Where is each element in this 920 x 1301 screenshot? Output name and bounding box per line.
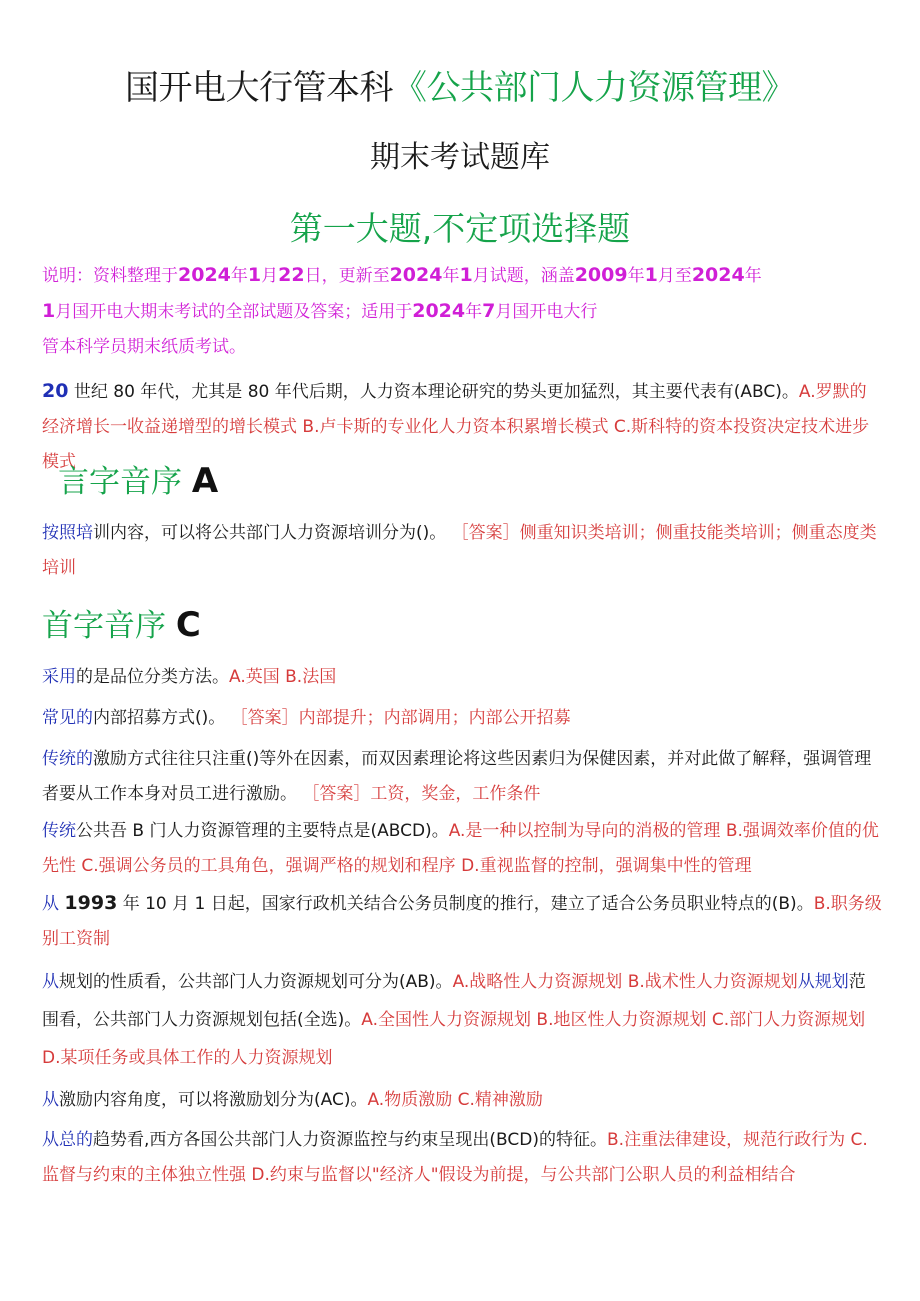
title-course: 《公共部门人力资源管理》 — [393, 68, 795, 108]
description-note: 说明：资料整理于2024年1月22日，更新至2024年1月试题，涵盖2009年1月至2024年 1月国开电大期末考试的全部试题及答案；适用于2024年7月国开电大行 管本科学员期末纸质考试。 — [42, 264, 762, 357]
title-main: 国开电大行管本科 — [125, 68, 393, 108]
answer-text: A.战略性人力资源规划 B.战术性人力资源规划 — [452, 972, 798, 992]
answer-text: A.物质激励 C.精神激励 — [367, 1090, 543, 1110]
answer-text: ［答案］工资，奖金，工作条件 — [302, 784, 541, 804]
section-heading: 第一大题,不定项选择题 — [289, 209, 631, 248]
question-item: 从 1993 年 10 月 1 日起，国家行政机关结合公务员制度的推行，建立了适合公务员职业特点的(B)。B.职务级别工资制 — [42, 892, 882, 949]
answer-text: A.罗默的经济增长一收益递增型的增长模式 B.卢卡斯的专业化人力资本积累增长模式 C.斯科特的资本投资决定技术进步模式 — [42, 382, 870, 472]
question-item: 传统公共吾 B 门人力资源管理的主要特点是(ABCD)。A.是一种以控制为导向的消极的管理 B.强调效率价值的优先性 C.强调公务员的工具角色，强调严格的规划和程序 D.重视监督的控制，强调集中性的管理 — [42, 821, 879, 876]
document-subtitle: 期末考试题库 — [370, 140, 550, 175]
document-title — [0, 62, 920, 114]
question-item: 20 世纪 80 年代，尤其是 80 年代后期，人力资本理论研究的势头更加猛烈，其主要代表有(ABC)。A.罗默的经济增长一收益递增型的增长模式 B.卢卡斯的专业化人力资本积累增长模式 C.斯科特的资本投资决定技术进步模式 — [42, 380, 870, 472]
answer-text: ［答案］侧重知识类培训；侧重技能类培训；侧重态度类培训 — [42, 523, 877, 578]
question-item: 传统的激励方式往往只注重()等外在因素，而双因素理论将这些因素归为保健因素，并对此做了解释，强调管理者要从工作本身对员工进行激励。 ［答案］工资，奖金，工作条件 — [42, 749, 872, 804]
question-item: 从激励内容角度，可以将激励划分为(AC)。A.物质激励 C.精神激励 — [42, 1090, 543, 1110]
question-item: 按照培训内容，可以将公共部门人力资源培训分为()。 ［答案］侧重知识类培训；侧重技能类培训；侧重态度类培训 — [42, 523, 877, 578]
answer-text: A.英国 B.法国 — [229, 667, 337, 687]
question-item: 采用的是品位分类方法。A.英国 B.法国 — [42, 667, 337, 687]
index-heading-a: 言字音序 A — [58, 461, 219, 501]
question-item: 从总的趋势看,西方各国公共部门人力资源监控与约束呈现出(BCD)的特征。B.注重法律建设，规范行政行为 C.监督与约束的主体独立性强 D.约束与监督以"经济人"假设为前提，与公共部门公职人员的利益相结合 — [42, 1130, 868, 1185]
question-item: 从规划的性质看，公共部门人力资源规划可分为(AB)。A.战略性人力资源规划 B.战术性人力资源规划从规划范围看，公共部门人力资源规划包括(全选)。A.全国性人力资源规划 B.地区性人力资源规划 C.部门人力资源规划 D.某项任务或具体工作的人力资源规划 — [42, 972, 866, 1068]
answer-text: B.职务级别工资制 — [42, 894, 882, 949]
question-item: 常见的内部招募方式()。 ［答案］内部提升；内部调用；内部公开招募 — [42, 708, 571, 728]
index-heading-c: 首字音序 C — [42, 605, 201, 645]
answer-text: ［答案］内部提升；内部调用；内部公开招募 — [230, 708, 571, 728]
answer-text: A.全国性人力资源规划 B.地区性人力资源规划 C.部门人力资源规划 D.某项任务或具体工作的人力资源规划 — [42, 1010, 866, 1068]
answer-text: B.注重法律建设，规范行政行为 C.监督与约束的主体独立性强 D.约束与监督以"经济人"假设为前提，与公共部门公职人员的利益相结合 — [42, 1130, 868, 1185]
answer-text: A.是一种以控制为导向的消极的管理 B.强调效率价值的优先性 C.强调公务员的工具角色，强调严格的规划和程序 D.重视监督的控制，强调集中性的管理 — [42, 821, 879, 876]
